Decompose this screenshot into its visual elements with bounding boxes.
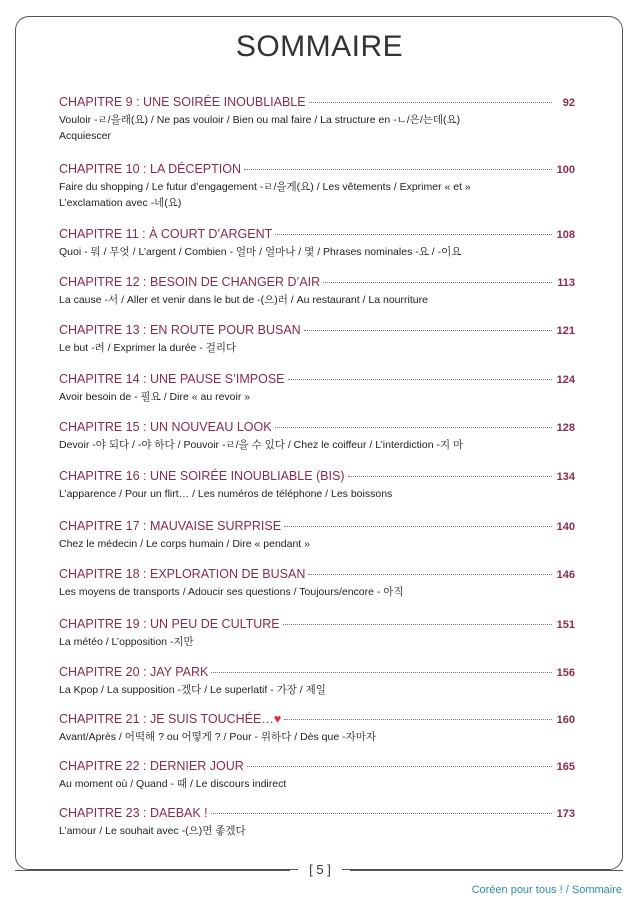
chapter-topics: L’amour / Le souhait avec -(으)면 좋겠다 [59,825,246,837]
chapter-title [59,275,320,289]
running-footer [472,884,622,896]
chapter-title [59,665,208,679]
chapter-page-number: 160 [556,714,575,726]
chapter-title-text: CHAPITRE 12 : BESOIN DE CHANGER D’AIR [59,275,321,289]
chapter-title-text: CHAPITRE 14 : UNE PAUSE S’IMPOSE [59,372,285,386]
toc-entry[interactable] [59,712,575,746]
chapter-title-text: CHAPITRE 17 : MAUVAISE SURPRISE [59,519,282,533]
chapter-topics-continued: L’exclamation avec -네(요) [59,196,182,209]
toc-entry[interactable] [59,372,575,406]
chapter-topics: Au moment où / Quand - 때 / Le discours indirect [59,778,287,790]
dot-leader [348,476,553,477]
chapter-page-number: 146 [556,569,575,581]
chapter-topics: Chez le médecin / Le corps humain / Dire « pendant » [59,538,310,550]
page-number: [ 5 ] [298,862,342,877]
toc-entry-heading [59,162,575,179]
footer-rule-right [350,870,623,871]
toc-entry-heading [59,323,575,340]
chapter-page-number: 140 [556,521,575,533]
chapter-page-number: 124 [556,374,575,386]
dot-leader [247,766,552,767]
chapter-page-number: 134 [556,471,575,483]
chapter-page-number: 156 [556,667,575,679]
chapter-title-text: CHAPITRE 20 : JAY PARK [59,665,209,679]
chapter-title [59,227,272,241]
toc-entry[interactable] [59,420,575,454]
chapter-topics: Faire du shopping / Le futur d’engagement -ㄹ/을게(요) / Les vêtements / Exprimer « et » [59,181,471,193]
dot-leader [284,719,552,720]
chapter-title-text: CHAPITRE 23 : DAEBAK ! [59,806,208,820]
toc-entry-heading [59,469,575,486]
chapter-title-text: CHAPITRE 22 : DERNIER JOUR [59,759,244,773]
chapter-topics: Vouloir -ㄹ/을래(요) / Ne pas vouloir / Bien ou mal faire / La structure en -ㄴ/은/는데(요) [59,114,461,126]
dot-leader [275,427,552,428]
chapter-topics-continued: Acquiescer [59,129,111,142]
dot-leader [304,330,552,331]
chapter-title [59,162,241,176]
dot-leader [284,526,552,527]
dot-leader [275,234,552,235]
section-name: Sommaire [571,884,622,896]
toc-entry-heading [59,567,575,584]
page-title: SOMMAIRE [235,30,404,63]
chapter-title [59,372,285,386]
chapter-title-text: CHAPITRE 10 : LA DÉCEPTION [59,162,241,176]
dot-leader [309,102,552,103]
toc-entry-heading [59,665,575,682]
footer-separator: / [565,884,569,896]
chapter-topics: Avant/Après / 어떡해 ? ou 어떻게 ? / Pour - 위하다 / Dès que -자마자 [59,731,377,743]
toc-entry-heading [59,617,575,634]
toc-entry[interactable] [59,162,575,211]
chapter-title [59,712,281,726]
toc-entry-heading [59,372,575,389]
chapter-page-number: 113 [557,277,575,289]
chapter-title [59,95,306,109]
chapter-page-number: 100 [556,164,575,176]
toc-entry-heading [59,227,575,244]
chapter-title [59,519,281,533]
toc-entry[interactable] [59,806,575,840]
toc-entry[interactable] [59,665,575,699]
toc-entry[interactable] [59,469,575,503]
toc-entry-heading [59,759,575,776]
toc-entry[interactable] [59,275,575,309]
chapter-title [59,759,244,773]
chapter-page-number: 173 [556,808,575,820]
toc-entry[interactable] [59,227,575,261]
chapter-topics: Quoi - 뭐 / 무엇 / L’argent / Combien - 얼마 / 얼마나 / 몇 / Phrases nominales -요 / -이요 [59,246,462,258]
chapter-title [59,469,345,483]
toc-entry[interactable] [59,323,575,357]
toc-entry-heading [59,275,575,292]
chapter-topics: La cause -서 / Aller et venir dans le but de -(으)러 / Au restaurant / La nourriture [59,294,428,306]
chapter-topics: Devoir -야 되다 / -야 하다 / Pouvoir -ㄹ/을 수 있다 / Chez le coiffeur / L’interdiction -지 마 [59,439,464,451]
toc-entry[interactable] [59,759,575,793]
chapter-title [59,567,305,581]
chapter-title-text: CHAPITRE 11 : À COURT D’ARGENT [59,227,273,241]
chapter-topics: La météo / L’opposition -지만 [59,636,194,648]
toc-entry-heading [59,95,575,112]
book-title: Coréen pour tous ! [471,884,563,896]
chapter-title [59,420,272,434]
chapter-title-text: CHAPITRE 15 : UN NOUVEAU LOOK [59,420,272,434]
dot-leader [283,624,552,625]
chapter-title-text: CHAPITRE 16 : UNE SOIRÉE INOUBLIABLE (BIS) [59,469,345,483]
chapter-page-number: 121 [556,325,575,337]
dot-leader [244,169,552,170]
chapter-title-text: CHAPITRE 9 : UNE SOIRÉE INOUBLIABLE [59,95,306,109]
chapter-topics: La Kpop / La supposition -겠다 / Le superlatif - 가장 / 제일 [59,684,326,696]
chapter-page-number: 128 [556,422,575,434]
chapter-title-text: CHAPITRE 18 : EXPLORATION DE BUSAN [59,567,306,581]
chapter-topics: Les moyens de transports / Adoucir ses questions / Toujours/encore - 아직 [59,586,404,598]
dot-leader [211,813,552,814]
chapter-title-text: CHAPITRE 19 : UN PEU DE CULTURE [59,617,280,631]
chapter-title [59,806,208,820]
toc-entry-heading [59,806,575,823]
chapter-topics: Avoir besoin de - 필요 / Dire « au revoir » [59,391,251,403]
chapter-title [59,323,301,337]
chapter-title [59,617,280,631]
toc-entry[interactable] [59,567,575,601]
toc-entry[interactable] [59,617,575,651]
chapter-page-number: 108 [556,229,575,241]
toc-entry[interactable] [59,519,575,553]
chapter-topics: Le but -려 / Exprimer la durée - 걸리다 [59,342,237,354]
chapter-topics: L’apparence / Pour un flirt… / Les numéros de téléphone / Les boissons [59,488,393,500]
toc-entry-heading [59,712,575,729]
toc-entry[interactable] [59,95,575,144]
toc-entry-heading [59,519,575,536]
dot-leader [288,379,552,380]
chapter-page-number: 92 [562,97,575,109]
dot-leader [308,574,552,575]
dot-leader [211,672,552,673]
heart-icon: ♥ [273,712,282,726]
footer-rule-left [15,870,290,871]
dot-leader [323,282,552,283]
chapter-page-number: 165 [556,761,575,773]
chapter-title-text: CHAPITRE 13 : EN ROUTE POUR BUSAN [59,323,301,337]
chapter-page-number: 151 [556,619,575,631]
chapter-title-text: CHAPITRE 21 : JE SUIS TOUCHÉE… [59,712,274,726]
toc-entry-heading [59,420,575,437]
